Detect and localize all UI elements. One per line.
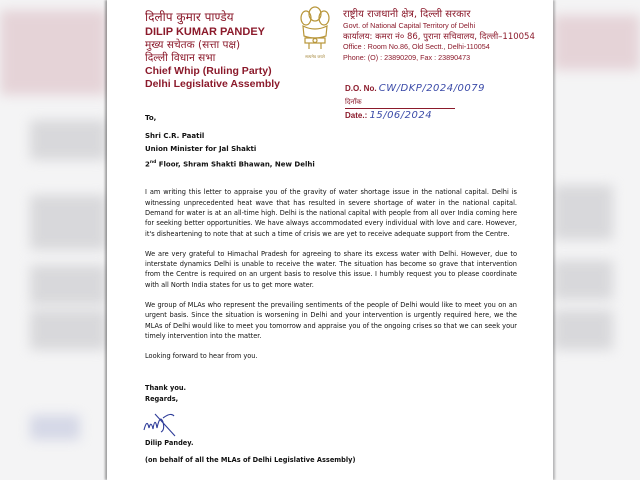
signature-icon <box>141 408 181 438</box>
sender-name-english: DILIP KUMAR PANDEY <box>145 26 265 38</box>
sender-title-hindi: मुख्य सचेतक (सत्ता पक्ष) <box>145 39 241 51</box>
do-number-value: CW/DKP/2024/0079 <box>378 83 485 94</box>
address-floor-suffix: nd <box>149 160 157 165</box>
recipient-name: Shri C.R. Paatil <box>145 132 205 140</box>
sender-assembly-english: Delhi Legislative Assembly <box>145 78 280 90</box>
letter-body <box>145 112 517 466</box>
date-hindi-row <box>345 96 485 108</box>
sender-name-hindi: दिलीप कुमार पाण्डेय <box>145 10 234 24</box>
date-label: Date.: <box>345 111 368 120</box>
address-floor: 2 <box>145 160 150 169</box>
letterhead-office <box>343 9 535 63</box>
regards-text: Regards, <box>145 395 179 404</box>
govt-name-hindi: राष्ट्रीय राजधानी क्षेत्र, दिल्ली सरकार <box>343 9 471 20</box>
paragraph-4: Looking forward to hear from you. <box>145 352 258 361</box>
office-phone: Phone: (O) : 23890209, Fax : 23890473 <box>343 52 471 62</box>
thanks-text: Thank you. <box>145 384 187 393</box>
letter-page <box>107 0 553 480</box>
date-value: 15/06/2024 <box>369 110 433 121</box>
salutation: To, <box>145 114 157 122</box>
paragraph-1: I am writing this letter to appraise you of the gravity of water shortage issue in the national capital. Delhi is witnessing unprecedented heat wave that has resulted in severe shortage of water in the national capital. Demand for water is at an all-time high. Delhi is the national capital with people from all over India coming here for seeking better opportunities. We have always accommodated every individual with love and care. However, it's disheartening to note that at such a time of crisis we are yet to receive adequate support from the Centre. <box>145 188 517 238</box>
signatory-name: Dilip Pandey. <box>145 439 194 448</box>
office-address-hindi: कार्यालय: कमरा नं० 86, पुराना सचिवालय, दिल्ली–110054 <box>343 31 535 42</box>
govt-name-english: Govt. of National Capital Territory of Delhi <box>343 21 476 30</box>
letterhead-sender <box>145 10 280 91</box>
date-label-hindi: दिनाँक <box>345 98 362 106</box>
recipient-address <box>145 156 517 171</box>
recipient-designation: Union Minister for Jal Shakti <box>145 145 257 153</box>
closing-block <box>145 383 517 466</box>
paragraph-2: We are very grateful to Himachal Pradesh for agreeing to share its excess water with Delhi. However, due to interstate dynamics Delhi is unable to receive the water. The situation has become so grave that intervention from the Centre is required on an urgent basis to resolve this issue. I humbly request you to please coordinate with all North India states for us to get more water. <box>145 249 517 289</box>
office-address-english: Office : Room No.86, Old Sectt., Delhi-110054 <box>343 42 490 51</box>
national-emblem-icon <box>297 2 333 62</box>
address-rest: Floor, Shram Shakti Bhawan, New Delhi <box>156 160 315 169</box>
behalf-note: (on behalf of all the MLAs of Delhi Legislative Assembly) <box>145 456 356 465</box>
sender-title-english: Chief Whip (Ruling Party) <box>145 65 272 77</box>
paragraph-3: We group of MLAs who represent the prevailing sentiments of the people of Delhi would like to meet you on an urgent basis. Since the situation is worsening in Delhi and your intervention is urgently required here, we the MLAs of Delhi would like to meet you tomorrow and appraise you of the ongoing crises so that we can seek your timely intervention into the matter. <box>145 301 517 340</box>
recipient-block <box>145 112 517 171</box>
do-number-row <box>345 82 485 96</box>
emblem-caption: सत्यमेव जयते <box>305 54 325 59</box>
sender-assembly-hindi: दिल्ली विधान सभा <box>145 52 216 64</box>
do-number-label: D.O. No. <box>345 84 377 93</box>
